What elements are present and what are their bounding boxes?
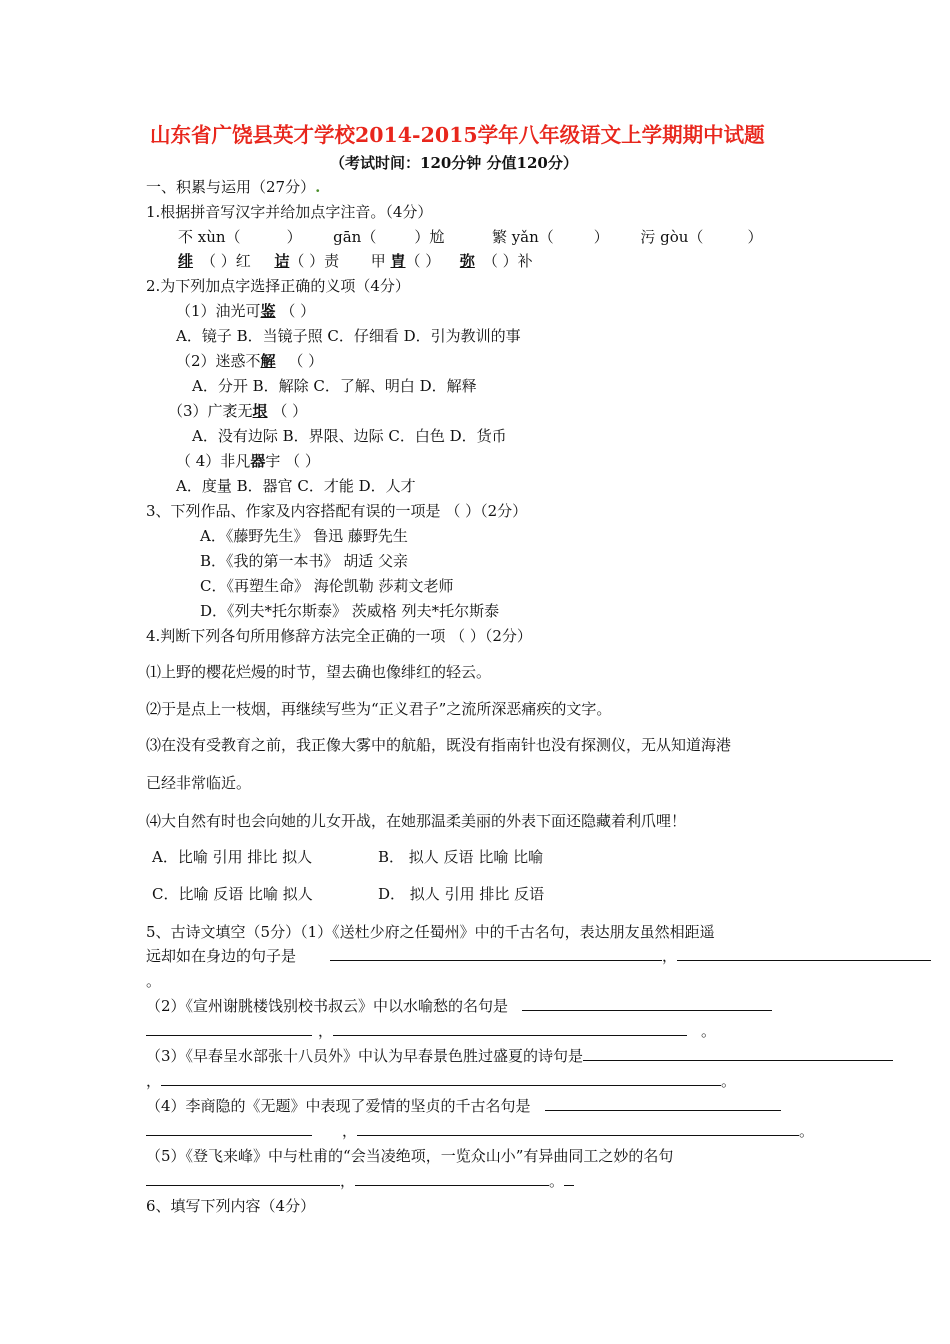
answer-blank[interactable]	[564, 1171, 574, 1186]
answer-blank[interactable]	[355, 1171, 549, 1186]
q1-stem: 1.根据拼音写汉字并给加点字注音。（4分）	[146, 203, 433, 221]
answer-blank[interactable]	[146, 1021, 312, 1036]
q5-stem: 5、古诗文填空（5分）（1）《送杜少府之任蜀州》中的千古名句，表达朋友虽然相距遥	[146, 923, 715, 941]
answer-blank[interactable]	[161, 1071, 721, 1086]
prompt-text: （3）《早春呈水部张十八员外》中认为早春景色胜过盛夏的诗句是	[146, 1047, 584, 1065]
green-dot: .	[315, 178, 321, 196]
q4-sentence: ⑶在没有受教育之前，我正像大雾中的航船，既没有指南针也没有探测仪，无从知道海港	[146, 736, 732, 754]
q4-sentence: ⑴上野的樱花烂熳的时节，望去确也像绯红的轻云。	[146, 663, 492, 681]
q5-line	[146, 1071, 736, 1091]
punct: ，	[340, 1172, 356, 1190]
q2-item	[176, 351, 323, 371]
prompt-text: （4）李商隐的《无题》中表现了爱情的坚贞的千古名句是	[146, 1097, 531, 1115]
answer-blank[interactable]	[333, 1021, 687, 1036]
q4-option-b: B． 拟人 反语 比喻 比喻	[378, 848, 544, 866]
q3-option: A．《藤野先生》 鲁迅 藤野先生	[200, 527, 408, 545]
pinyin-item: 繁 yǎn（	[491, 228, 554, 246]
punct: 。	[721, 1072, 737, 1090]
punct: ，	[318, 1022, 334, 1040]
q1-pinyin-row	[178, 227, 762, 247]
q5-line	[146, 1046, 893, 1066]
q3-option: C．《再塑生命》 海伦凯勒 莎莉文老师	[200, 577, 454, 595]
q3-option: D．《列夫*托尔斯泰》 茨威格 列夫*托尔斯泰	[200, 602, 500, 620]
answer-slot: （ ）补	[482, 252, 533, 270]
answer-blank[interactable]	[146, 1171, 340, 1186]
q4-stem: 4.判断下列各句所用修辞方法完全正确的一项 （ ）（2分）	[146, 627, 532, 645]
punct: 。	[549, 1172, 565, 1190]
paren: ）	[747, 228, 763, 246]
q4-option-c: C．比喻 反语 比喻 拟人	[152, 885, 313, 903]
word-prefix: 甲	[370, 252, 391, 270]
pinyin-item: 不 xùn（	[178, 228, 241, 246]
answer-slot: （ ）红	[201, 252, 251, 270]
q5-line	[146, 1171, 574, 1191]
item-text: （2）迷惑不	[176, 352, 261, 370]
prompt-text: 远却如在身边的句子是	[146, 947, 297, 965]
dotted-char: 绯	[178, 252, 194, 270]
answer-slot: （ ）责	[289, 252, 340, 270]
q4-sentence-cont: 已经非常临近。	[146, 774, 252, 792]
q4-option-a: A．比喻 引用 排比 拟人	[152, 848, 313, 866]
page-title: 山东省广饶县英才学校2014-2015学年八年级语文上学期期中试题	[150, 123, 765, 147]
q4-sentence: ⑷大自然有时也会向她的儿女开战，在她那温柔美丽的外表下面还隐藏着利爪哩！	[146, 812, 687, 830]
dotted-char: 解	[260, 352, 276, 370]
dotted-char: 垠	[252, 402, 268, 420]
q3-option: B．《我的第一本书》 胡适 父亲	[200, 552, 409, 570]
answer-paren: （ ）	[267, 402, 308, 420]
prompt-text: （2）《宣州谢朓楼饯别校书叔云》中以水喻愁的名句是	[146, 997, 509, 1015]
q5-line	[146, 1121, 814, 1141]
paren: ）尬	[414, 228, 445, 246]
dotted-char: 胄	[390, 252, 406, 270]
paren: ）	[286, 228, 302, 246]
q1-char-row	[178, 251, 533, 271]
q4-sentence: ⑵于是点上一枝烟，再继续写些为“正义君子”之流所深恶痛疾的文字。	[146, 700, 612, 718]
answer-paren: （ ）	[275, 302, 316, 320]
section-heading	[146, 177, 320, 197]
q2-options: A．度量 B．器官 C．才能 D．人才	[176, 477, 416, 495]
q2-item	[168, 401, 307, 421]
dotted-char: 弥	[459, 252, 475, 270]
q2-options: A．没有边际 B．界限、边际 C．白色 D．货币	[192, 427, 507, 445]
q2-stem: 2.为下列加点字选择正确的义项（4分）	[146, 277, 410, 295]
paren: ）	[593, 228, 609, 246]
punct: ，	[662, 947, 678, 965]
q5-line	[146, 946, 931, 966]
answer-paren: （ ）	[283, 352, 324, 370]
q5-line	[146, 1096, 781, 1116]
answer-blank[interactable]	[545, 1096, 781, 1111]
q5-line-end: 。	[146, 972, 162, 990]
q6-stem: 6、填写下列内容（4分）	[146, 1197, 316, 1215]
item-text: （3）广袤无	[168, 402, 253, 420]
q3-stem: 3、下列作品、作家及内容搭配有误的一项是 （ ）（2分）	[146, 502, 528, 520]
punct: 。	[701, 1022, 717, 1040]
pinyin-item: gān（	[333, 228, 377, 246]
q2-item	[176, 301, 315, 321]
answer-blank[interactable]	[677, 946, 931, 961]
dotted-char: 诘	[274, 252, 290, 270]
dotted-char: 器	[250, 452, 266, 470]
answer-paren: 宇 （ ）	[265, 452, 320, 470]
q2-options: A．分开 B．解除 C．了解、明白 D．解释	[192, 377, 477, 395]
answer-blank[interactable]	[330, 946, 662, 961]
punct: ，	[342, 1122, 358, 1140]
item-text: （ 4）非凡	[176, 452, 251, 470]
exam-info: （考试时间：120分钟 分值120分）	[330, 154, 578, 172]
answer-blank[interactable]	[357, 1121, 799, 1136]
q5-line	[146, 1021, 716, 1041]
q5-line: （5）《登飞来峰》中与杜甫的“会当凌绝项，一览众山小”有异曲同工之妙的名句	[146, 1147, 674, 1165]
punct: ，	[146, 1072, 162, 1090]
dotted-char: 鉴	[260, 302, 276, 320]
pinyin-item: 污 gòu（	[640, 228, 704, 246]
q5-line	[146, 996, 772, 1016]
answer-blank[interactable]	[583, 1046, 893, 1061]
answer-blank[interactable]	[522, 996, 772, 1011]
q2-options: A．镜子 B．当镜子照 C．仔细看 D．引为教训的事	[176, 327, 521, 345]
item-text: （1）油光可	[176, 302, 261, 320]
answer-blank[interactable]	[146, 1121, 312, 1136]
q2-item	[176, 451, 320, 471]
answer-slot: （ ）	[405, 252, 441, 270]
section-title: 一、积累与运用（27分）	[146, 178, 316, 196]
q4-option-d: D． 拟人 引用 排比 反语	[378, 885, 545, 903]
punct: 。	[799, 1122, 815, 1140]
